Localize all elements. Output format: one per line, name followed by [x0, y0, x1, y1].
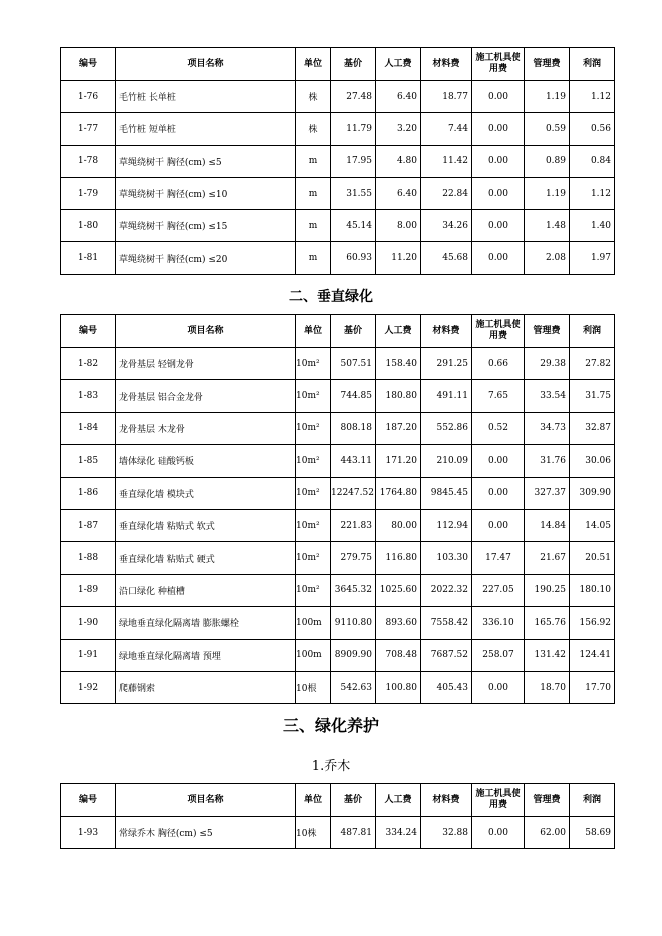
pricing-table-1 [60, 47, 615, 275]
column-header: 材料费 [421, 315, 472, 348]
table-cell: 34.73 [525, 412, 570, 444]
table-cell: 12247.52 [331, 477, 376, 509]
pricing-table-2 [60, 314, 615, 704]
column-header: 人工费 [376, 48, 421, 81]
table-cell: 草绳绕树干 胸径(cm) ≤10 [116, 177, 296, 209]
table-cell: 112.94 [421, 509, 472, 541]
table-cell: 墙体绿化 硅酸钙板 [116, 445, 296, 477]
table-cell: 100.80 [376, 671, 421, 703]
table-cell: 草绳绕树干 胸径(cm) ≤20 [116, 242, 296, 274]
table-cell: 507.51 [331, 348, 376, 380]
table-cell: 10m² [296, 348, 331, 380]
table-row [61, 445, 615, 477]
column-header: 单位 [296, 48, 331, 81]
table-cell: 1.40 [570, 210, 615, 242]
table-cell: 62.00 [525, 817, 570, 849]
table-cell: 0.84 [570, 145, 615, 177]
table-cell: 18.70 [525, 671, 570, 703]
table-cell: m [296, 210, 331, 242]
table-cell: 31.55 [331, 177, 376, 209]
table-cell: 124.41 [570, 639, 615, 671]
table-cell: 808.18 [331, 412, 376, 444]
table-cell: 31.75 [570, 380, 615, 412]
table-cell: 11.20 [376, 242, 421, 274]
table-cell: 2022.32 [421, 574, 472, 606]
header-row [61, 315, 615, 348]
column-header: 材料费 [421, 48, 472, 81]
table-cell: 116.80 [376, 542, 421, 574]
table-cell: 34.26 [421, 210, 472, 242]
header-row [61, 784, 615, 817]
column-header: 施工机具使用费 [472, 315, 525, 348]
column-header: 材料费 [421, 784, 472, 817]
table-cell: 180.10 [570, 574, 615, 606]
table-cell: 1-87 [61, 509, 116, 541]
table-cell: 0.00 [472, 145, 525, 177]
table-cell: 31.76 [525, 445, 570, 477]
table-cell: 8.00 [376, 210, 421, 242]
table-cell: 893.60 [376, 607, 421, 639]
table-cell: 443.11 [331, 445, 376, 477]
table-row [61, 242, 615, 274]
table-cell: 32.87 [570, 412, 615, 444]
table-cell: 7558.42 [421, 607, 472, 639]
column-header: 项目名称 [116, 315, 296, 348]
table-cell: 0.00 [472, 177, 525, 209]
table-cell: 0.00 [472, 210, 525, 242]
table-cell: 29.38 [525, 348, 570, 380]
table-cell: 11.79 [331, 113, 376, 145]
table-cell: 1.48 [525, 210, 570, 242]
table-cell: 552.86 [421, 412, 472, 444]
table-cell: 58.69 [570, 817, 615, 849]
table-cell: 0.00 [472, 817, 525, 849]
table-cell: 垂直绿化墙 粘贴式 软式 [116, 509, 296, 541]
table-cell: 6.40 [376, 81, 421, 113]
table-cell: 32.88 [421, 817, 472, 849]
table-cell: 10m² [296, 412, 331, 444]
table-cell: 7.65 [472, 380, 525, 412]
table-cell: 20.51 [570, 542, 615, 574]
table-cell: 0.00 [472, 671, 525, 703]
table-cell: 0.52 [472, 412, 525, 444]
section-title-vertical-greening: 二、垂直绿化 [289, 289, 373, 305]
table-row [61, 210, 615, 242]
table-cell: 11.42 [421, 145, 472, 177]
table-cell: 327.37 [525, 477, 570, 509]
table-cell: 491.11 [421, 380, 472, 412]
table-cell: 221.83 [331, 509, 376, 541]
column-header: 编号 [61, 784, 116, 817]
table-row [61, 477, 615, 509]
table-cell: 279.75 [331, 542, 376, 574]
column-header: 基价 [331, 48, 376, 81]
column-header: 利润 [570, 784, 615, 817]
table-cell: 21.67 [525, 542, 570, 574]
table-cell: 487.81 [331, 817, 376, 849]
table-cell: 1-89 [61, 574, 116, 606]
table-cell: 30.06 [570, 445, 615, 477]
table-cell: 10根 [296, 671, 331, 703]
table-cell: 33.54 [525, 380, 570, 412]
table-cell: 0.00 [472, 477, 525, 509]
column-header: 基价 [331, 315, 376, 348]
table-cell: 草绳绕树干 胸径(cm) ≤15 [116, 210, 296, 242]
table-cell: 210.09 [421, 445, 472, 477]
table-cell: 18.77 [421, 81, 472, 113]
table-cell: 10m² [296, 445, 331, 477]
table-cell: 131.42 [525, 639, 570, 671]
table-cell: 0.59 [525, 113, 570, 145]
table-cell: 1.19 [525, 81, 570, 113]
column-header: 管理费 [525, 315, 570, 348]
table-cell: 258.07 [472, 639, 525, 671]
column-header: 项目名称 [116, 784, 296, 817]
table-cell: 60.93 [331, 242, 376, 274]
table-cell: 毛竹桩 长单桩 [116, 81, 296, 113]
table-cell: 187.20 [376, 412, 421, 444]
table-cell: 0.89 [525, 145, 570, 177]
section-title-green-maintenance: 三、绿化养护 [282, 716, 379, 735]
column-header: 编号 [61, 315, 116, 348]
table-cell: 1.12 [570, 177, 615, 209]
table-cell: 744.85 [331, 380, 376, 412]
column-header: 基价 [331, 784, 376, 817]
table-cell: 0.00 [472, 113, 525, 145]
table-row [61, 412, 615, 444]
column-header: 利润 [570, 48, 615, 81]
table-cell: 1-81 [61, 242, 116, 274]
table-cell: 17.70 [570, 671, 615, 703]
table-cell: 1025.60 [376, 574, 421, 606]
table-row [61, 145, 615, 177]
table-cell: 1.97 [570, 242, 615, 274]
table-cell: 龙骨基层 木龙骨 [116, 412, 296, 444]
table-cell: 27.82 [570, 348, 615, 380]
header-row [61, 48, 615, 81]
table-cell: m [296, 242, 331, 274]
table-row [61, 607, 615, 639]
table-cell: 45.68 [421, 242, 472, 274]
table-row [61, 542, 615, 574]
column-header: 单位 [296, 315, 331, 348]
table-cell: 1-90 [61, 607, 116, 639]
table-cell: 14.05 [570, 509, 615, 541]
table-cell: 542.63 [331, 671, 376, 703]
table-cell: 1.12 [570, 81, 615, 113]
table-cell: 336.10 [472, 607, 525, 639]
table-cell: 1-80 [61, 210, 116, 242]
table-cell: 10m² [296, 477, 331, 509]
table-row [61, 177, 615, 209]
table-cell: 0.66 [472, 348, 525, 380]
table-cell: 1-83 [61, 380, 116, 412]
table-cell: 草绳绕树干 胸径(cm) ≤5 [116, 145, 296, 177]
table-cell: 1-77 [61, 113, 116, 145]
table-cell: 7.44 [421, 113, 472, 145]
table-cell: 1-86 [61, 477, 116, 509]
table-cell: 株 [296, 113, 331, 145]
table-cell: 180.80 [376, 380, 421, 412]
table-cell: 1-91 [61, 639, 116, 671]
table-cell: 405.43 [421, 671, 472, 703]
subsection-title-trees: 1.乔木 [311, 759, 351, 774]
table-cell: 0.56 [570, 113, 615, 145]
table-cell: 0.00 [472, 445, 525, 477]
table-row [61, 509, 615, 541]
table-row [61, 671, 615, 703]
table-cell: 毛竹桩 短单桩 [116, 113, 296, 145]
table-cell: 垂直绿化墙 粘贴式 硬式 [116, 542, 296, 574]
table-cell: 171.20 [376, 445, 421, 477]
table-row [61, 348, 615, 380]
table-cell: 10m² [296, 509, 331, 541]
table-cell: 708.48 [376, 639, 421, 671]
table-cell: 0.00 [472, 509, 525, 541]
table-cell: 龙骨基层 轻钢龙骨 [116, 348, 296, 380]
column-header: 施工机具使用费 [472, 784, 525, 817]
table-cell: 158.40 [376, 348, 421, 380]
table-row [61, 380, 615, 412]
table-cell: 绿地垂直绿化隔离墙 预埋 [116, 639, 296, 671]
table-cell: 1-78 [61, 145, 116, 177]
table-cell: 株 [296, 81, 331, 113]
table-cell: 165.76 [525, 607, 570, 639]
table-cell: 2.08 [525, 242, 570, 274]
table-cell: 3645.32 [331, 574, 376, 606]
table-row [61, 574, 615, 606]
column-header: 施工机具使用费 [472, 48, 525, 81]
table-cell: 爬藤钢索 [116, 671, 296, 703]
table-cell: 22.84 [421, 177, 472, 209]
table-cell: 1-79 [61, 177, 116, 209]
table-cell: 80.00 [376, 509, 421, 541]
table-row [61, 639, 615, 671]
table-cell: 1-76 [61, 81, 116, 113]
table-cell: 100m [296, 639, 331, 671]
table-cell: m [296, 145, 331, 177]
column-header: 管理费 [525, 48, 570, 81]
table-row [61, 81, 615, 113]
table-cell: 4.80 [376, 145, 421, 177]
table-cell: 309.90 [570, 477, 615, 509]
table-cell: 1-84 [61, 412, 116, 444]
table-cell: 45.14 [331, 210, 376, 242]
table-cell: 190.25 [525, 574, 570, 606]
table-cell: m [296, 177, 331, 209]
table-cell: 27.48 [331, 81, 376, 113]
table-cell: 100m [296, 607, 331, 639]
table-cell: 龙骨基层 铝合金龙骨 [116, 380, 296, 412]
table-cell: 17.95 [331, 145, 376, 177]
table-cell: 1-88 [61, 542, 116, 574]
table-cell: 103.30 [421, 542, 472, 574]
table-cell: 1.19 [525, 177, 570, 209]
table-cell: 10株 [296, 817, 331, 849]
column-header: 编号 [61, 48, 116, 81]
table-cell: 10m² [296, 574, 331, 606]
table-cell: 10m² [296, 542, 331, 574]
table-cell: 1-82 [61, 348, 116, 380]
column-header: 利润 [570, 315, 615, 348]
table-cell: 291.25 [421, 348, 472, 380]
table-cell: 0.00 [472, 81, 525, 113]
table-cell: 9845.45 [421, 477, 472, 509]
table-cell: 17.47 [472, 542, 525, 574]
table-cell: 334.24 [376, 817, 421, 849]
column-header: 项目名称 [116, 48, 296, 81]
column-header: 管理费 [525, 784, 570, 817]
table-cell: 1764.80 [376, 477, 421, 509]
column-header: 单位 [296, 784, 331, 817]
table-row [61, 817, 615, 849]
table-cell: 绿地垂直绿化隔离墙 膨胀螺栓 [116, 607, 296, 639]
table-cell: 8909.90 [331, 639, 376, 671]
table-cell: 1-93 [61, 817, 116, 849]
table-cell: 14.84 [525, 509, 570, 541]
table-cell: 227.05 [472, 574, 525, 606]
table-cell: 沿口绿化 种植槽 [116, 574, 296, 606]
table-row [61, 113, 615, 145]
table-cell: 常绿乔木 胸径(cm) ≤5 [116, 817, 296, 849]
pricing-table-3 [60, 783, 615, 849]
table-cell: 10m² [296, 380, 331, 412]
table-cell: 6.40 [376, 177, 421, 209]
table-cell: 1-92 [61, 671, 116, 703]
table-cell: 0.00 [472, 242, 525, 274]
table-cell: 7687.52 [421, 639, 472, 671]
table-cell: 156.92 [570, 607, 615, 639]
table-cell: 1-85 [61, 445, 116, 477]
table-cell: 9110.80 [331, 607, 376, 639]
table-cell: 垂直绿化墙 模块式 [116, 477, 296, 509]
column-header: 人工费 [376, 315, 421, 348]
column-header: 人工费 [376, 784, 421, 817]
table-cell: 3.20 [376, 113, 421, 145]
